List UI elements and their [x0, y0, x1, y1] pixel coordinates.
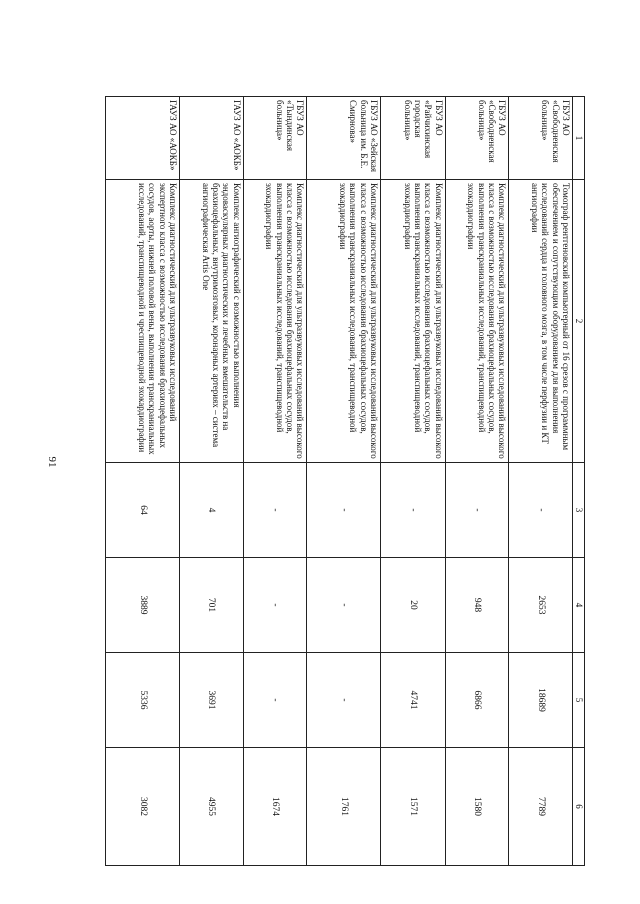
- col5-cell: 18689: [509, 653, 573, 748]
- col3-cell: 64: [106, 463, 180, 558]
- col4-cell: -: [243, 558, 307, 653]
- col6-cell: 1580: [445, 748, 509, 866]
- header-col-5: 5: [573, 653, 585, 748]
- col3-cell: -: [381, 463, 446, 558]
- col4-cell: 701: [179, 558, 243, 653]
- col6-cell: 7789: [509, 748, 573, 866]
- col5-cell: 4741: [381, 653, 446, 748]
- table-row: [307, 97, 381, 866]
- table-row: [381, 97, 446, 866]
- description-cell: Комплекс ангиографический с возможностью выполнения эндоваскулярных диагностических и лечебных вмешательств на брахиоцефальных, внутримозговых, коронарных артериях – система ангиографическая Artis One: [179, 180, 243, 463]
- col5-cell: -: [243, 653, 307, 748]
- col5-cell: 6866: [445, 653, 509, 748]
- header-col-3: 3: [573, 463, 585, 558]
- col3-cell: -: [243, 463, 307, 558]
- col4-cell: 948: [445, 558, 509, 653]
- org-cell: ГБУЗ АО «Свободненская больница»: [445, 97, 509, 180]
- rotated-table-container: [105, 96, 585, 865]
- col3-cell: -: [509, 463, 573, 558]
- col6-cell: 1761: [307, 748, 381, 866]
- description-cell: Комплекс диагностический для ультразвуковых исследований высокого класса с возможностью исследования брахиоцефальных сосудов, выполнения транскраниальных исследований, транспищеводной эхокардиографии: [243, 180, 307, 463]
- col5-cell: -: [307, 653, 381, 748]
- header-col-2: 2: [573, 180, 585, 463]
- col6-cell: 1571: [381, 748, 446, 866]
- col3-cell: -: [307, 463, 381, 558]
- header-col-4: 4: [573, 558, 585, 653]
- org-cell: ГАУЗ АО «АОКБ»: [106, 97, 180, 180]
- table-row: [509, 97, 573, 866]
- org-cell: ГБУЗ АО «Райчихинская городская больница»: [381, 97, 446, 180]
- table-row: [445, 97, 509, 866]
- description-cell: Комплекс диагностический для ультразвуковых исследований высокого класса с возможностью исследования брахиоцефальных сосудов, выполнения транскраниальных исследований, транспищеводной эхокардиографии: [307, 180, 381, 463]
- col5-cell: 5336: [106, 653, 180, 748]
- col3-cell: 4: [179, 463, 243, 558]
- description-cell: Томограф рентгеновский компьютерный от 16 срезов с программным обеспечением и сопутствующим оборудованием для выполнения исследований сердца и головного мозга, в том числе перфузии и КТ ангиографии: [509, 180, 573, 463]
- header-col-1: 1: [573, 97, 585, 180]
- org-cell: ГБУЗ АО «Зейская больница им. Б.Е. Смирнова»: [307, 97, 381, 180]
- col6-cell: 4955: [179, 748, 243, 866]
- col4-cell: 20: [381, 558, 446, 653]
- description-cell: Комплекс диагностический для ультразвуковых исследований высокого класса с возможностью исследования брахиоцефальных сосудов, выполнения транскраниальных исследований, транспищеводной эхокардиографии: [445, 180, 509, 463]
- col6-cell: 1674: [243, 748, 307, 866]
- description-cell: Комплекс диагностический для ультразвуковых исследований высокого класса с возможностью исследования брахиоцефальных сосудов, выполнения транскраниальных исследований, транспищеводной эхокардиографии: [381, 180, 446, 463]
- col6-cell: 3082: [106, 748, 180, 866]
- col4-cell: 2653: [509, 558, 573, 653]
- table-row: [179, 97, 243, 866]
- table-row: [243, 97, 307, 866]
- page-number: 91: [46, 456, 58, 468]
- col3-cell: -: [445, 463, 509, 558]
- header-row: [573, 97, 585, 866]
- col5-cell: 3691: [179, 653, 243, 748]
- org-cell: ГАУЗ АО «АОКБ»: [179, 97, 243, 180]
- table-row: [106, 97, 180, 866]
- col4-cell: -: [307, 558, 381, 653]
- description-cell: Комплекс диагностический для ультразвуковых исследований экспертного класса с возможностью исследования брахиоцефальных сосудов, аорты, нижней половой вены, выполнения транскраниальных исследований, транспищеводной и чреспищеводной эхокардиографии: [106, 180, 180, 463]
- header-col-6: 6: [573, 748, 585, 866]
- equipment-table: [105, 96, 585, 866]
- org-cell: ГБУЗ АО «Свободненская больница»: [509, 97, 573, 180]
- org-cell: ГБУЗ АО «Тындинская больница»: [243, 97, 307, 180]
- col4-cell: 3889: [106, 558, 180, 653]
